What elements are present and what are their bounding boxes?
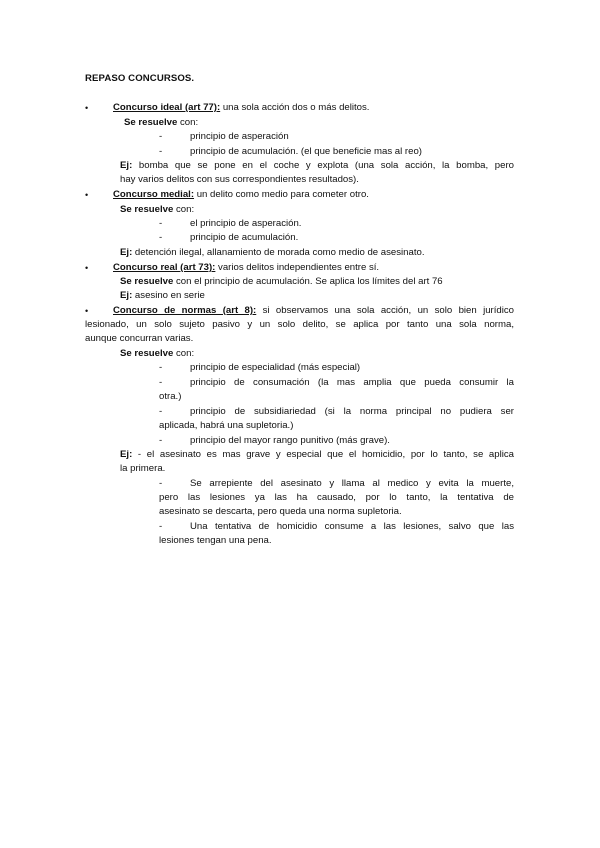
sub-example-line: lesiones tengan una pena. [159,535,272,546]
dash: - [159,478,163,489]
dash: - [159,218,163,229]
se-resuelve-line: Se resuelve con el principio de acumulación. Se aplica los límites del art 76 [120,276,443,287]
dash: - [159,435,163,446]
list-item: el principio de asperación. [190,218,302,229]
bullet: • [85,190,89,200]
paragraph-line: lesionado, un solo sujeto pasivo y un solo delito, se aplica por tanto una sola norma, [85,319,514,330]
example-line: Ej: detención ilegal, allanamiento de morada como medio de asesinato. [120,247,425,258]
sub-example-line: asesinato se descarta, pero queda una norma supletoria. [159,506,402,517]
concurso-normas-heading: Concurso de normas (art 8): si observamos una sola acción, un solo bien jurídico [113,305,514,316]
example-line: Ej: bomba que se pone en el coche y explota (una sola acción, la bomba, pero [120,160,514,171]
document-title: REPASO CONCURSOS. [85,73,195,84]
example-line: la primera. [120,463,166,474]
bullet: • [85,306,89,316]
bullet: • [85,103,89,113]
concurso-real-heading: Concurso real (art 73): varios delitos independientes entre sí. [113,262,380,273]
example-line: Ej: asesino en serie [120,290,205,301]
dash: - [159,146,163,157]
list-item: principio de consumación (la mas amplia que pueda consumir la [190,377,514,388]
se-resuelve-line: Se resuelve con: [124,117,199,128]
list-item-cont: aplicada, habrá una supletoria.) [159,420,294,431]
se-resuelve-line: Se resuelve con: [120,204,195,215]
paragraph-line: aunque concurran varias. [85,333,194,344]
list-item: principio de asperación [190,131,289,142]
list-item-cont: otra.) [159,391,182,402]
example-line: Ej: - el asesinato es mas grave y especial que el homicidio, por lo tanto, se aplica [120,449,514,460]
bullet: • [85,263,89,273]
sub-example-line: pero las lesiones ya las ha causado, por lo tanto, la tentativa de [159,492,514,503]
dash: - [159,521,163,532]
dash: - [159,232,163,243]
sub-example-line: Se arrepiente del asesinato y llama al medico y evita la muerte, [190,478,514,489]
list-item: principio de especialidad (más especial) [190,362,361,373]
list-item: principio del mayor rango punitivo (más grave). [190,435,390,446]
se-resuelve-line: Se resuelve con: [120,348,195,359]
concurso-ideal-heading: Concurso ideal (art 77): una sola acción dos o más delitos. [113,102,370,113]
example-line: hay varios delitos con sus correspondientes resultados). [120,174,359,185]
dash: - [159,406,163,417]
list-item: principio de acumulación. (el que beneficie mas al reo) [190,146,422,157]
sub-example-line: Una tentativa de homicidio consume a las lesiones, salvo que las [190,521,514,532]
dash: - [159,377,163,388]
concurso-medial-heading: Concurso medial: un delito como medio para cometer otro. [113,189,369,200]
list-item: principio de subsidiariedad (si la norma principal no pudiera ser [190,406,514,417]
dash: - [159,362,163,373]
list-item: principio de acumulación. [190,232,299,243]
dash: - [159,131,163,142]
